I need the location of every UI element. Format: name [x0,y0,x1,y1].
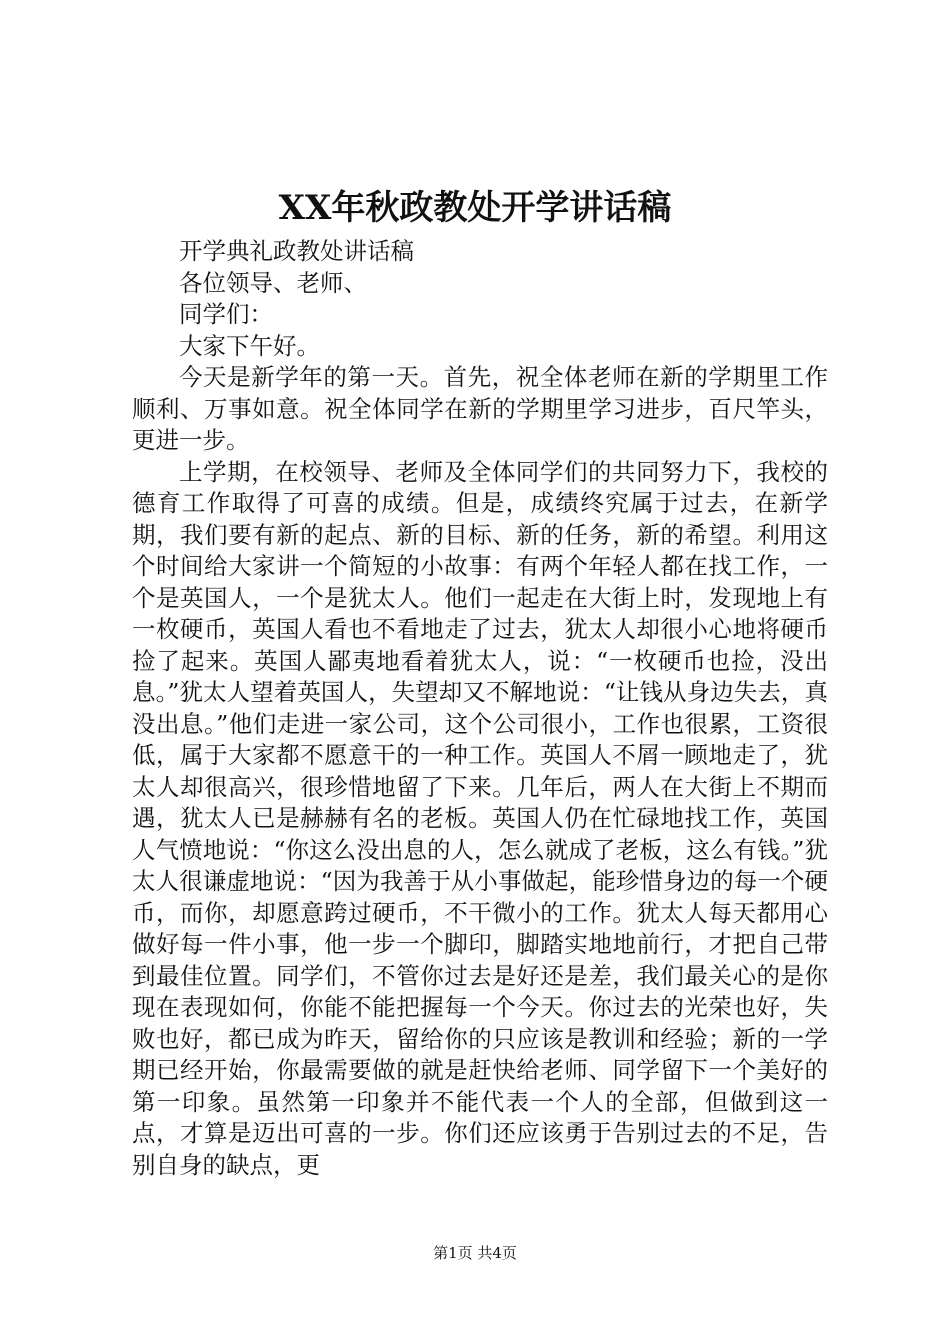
document-title: XX年秋政教处开学讲话稿 [278,188,672,228]
paragraph-salutation-2: 同学们： [179,300,273,328]
document-body [132,236,828,1181]
paragraph-greeting: 大家下午好。 [179,331,320,360]
page-number-footer: 第1页 共4页 [433,1244,517,1262]
paragraph-subtitle: 开学典礼政教处讲话稿 [179,237,414,265]
paragraph-opening: 今天是新学年的第一天。首先，祝全体老师在新的学期里工作顺利、万事如意。祝全体同学在新的学期里学习进步，百尺竿头，更进一步。 [132,363,828,454]
paragraph-story: 上学期，在校领导、老师及全体同学们的共同努力下，我校的德育工作取得了可喜的成绩。但是，成绩终究属于过去，在新学期，我们要有新的起点、新的目标、新的任务，新的希望。利用这个时间给大家讲一个简短的小故事：有两个年轻人都在找工作，一个是英国人，一个是犹太人。他们一起走在大街上时，发现地上有一枚硬币，英国人看也不看地走了过去，犹太人却很小心地将硬币捡了起来。英国人鄙夷地看着犹太人，说：“一枚硬币也捡，没出息。”犹太人望着英国人，失望却又不解地说：“让钱从身边失去，真没出息。”他们走进一家公司，这个公司很小，工作也很累，工资很低，属于大家都不愿意干的一种工作。英国人不屑一顾地走了，犹太人却很高兴，很珍惜地留了下来。几年后，两人在大街上不期而遇，犹太人已是赫赫有名的老板。英国人仍在忙碌地找工作，英国人气愤地说：“你这么没出息的人，怎么就成了老板，这么有钱。”犹太人很谦虚地说：“因为我善于从小事做起，能珍惜身边的每一个硬币，而你，却愿意跨过硬币，不干微小的工作。犹太人每天都用心做好每一件小事，他一步一个脚印，脚踏实地地前行，才把自己带到最佳位置。同学们，不管你过去是好还是差，我们最关心的是你现在表现如何，你能不能把握每一个今天。你过去的光荣也好，失败也好，都已成为昨天，留给你的只应该是教训和经验；新的一学期已经开始，你最需要做的就是赶快给老师、同学留下一个美好的第一印象。虽然第一印象并不能代表一个人的全部，但做到这一点，才算是迈出可喜的一步。你们还应该勇于告别过去的不足，告别自身的缺点，更 [132,457,828,1179]
paragraph-salutation-1: 各位领导、老师、 [179,268,367,297]
